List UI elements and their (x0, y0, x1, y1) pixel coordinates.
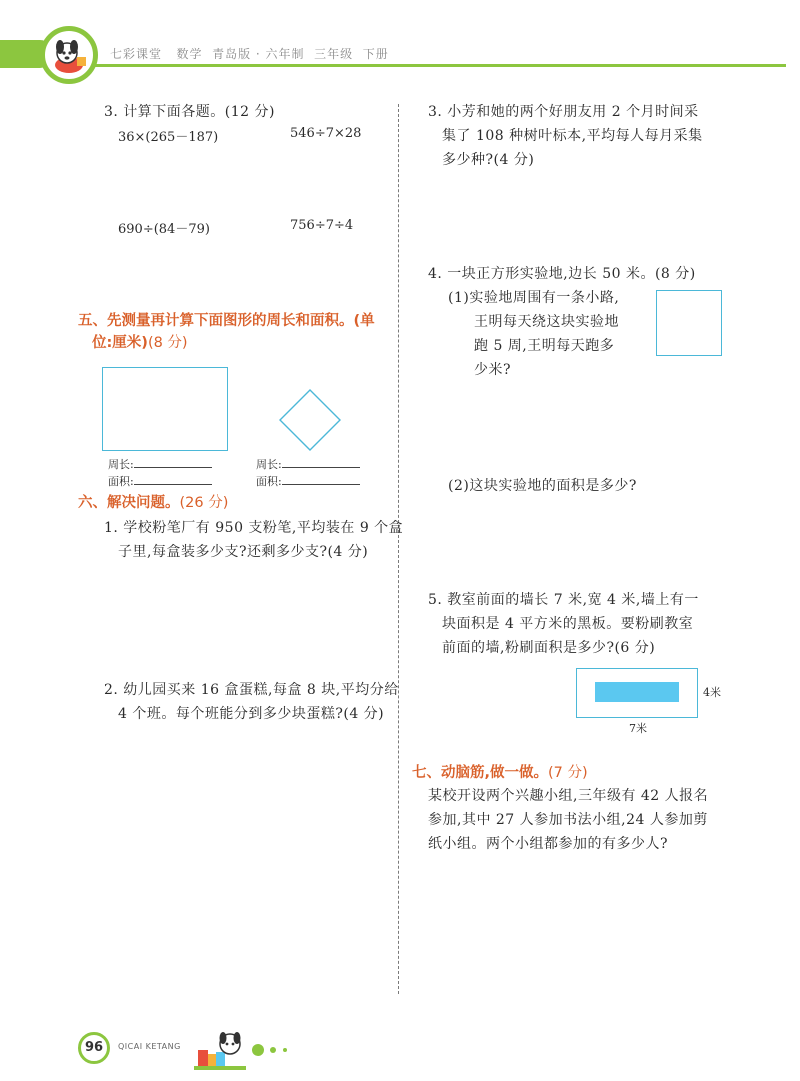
left-q6-1-line2: 子里,每盒装多少支?还剩多少支?(4 分) (118, 544, 369, 560)
blackboard (595, 682, 679, 702)
right-sec7-body (428, 784, 708, 856)
right-q5 (428, 588, 699, 660)
section-7-title (412, 762, 588, 784)
right-q4-1-line2: 王明每天绕这块实验地 (474, 314, 619, 330)
rectangle-perimeter-blank[interactable] (134, 456, 212, 468)
rectangle-area-blank[interactable] (134, 473, 212, 485)
section-5-title-line1: 五、先测量再计算下面图形的周长和面积。(单 (78, 313, 375, 329)
page-number-badge (78, 1032, 110, 1064)
right-q4-title: 4. 一块正方形实验地,边长 50 米。(8 分) (428, 266, 696, 282)
header-logo-mascot-icon (40, 26, 98, 84)
right-q5-line3: 前面的墙,粉刷面积是多少?(6 分) (442, 640, 656, 656)
rectangle-shape (102, 367, 228, 451)
right-q4-1-line4: 少米? (474, 362, 512, 378)
experiment-field-square (656, 290, 722, 356)
right-q4-2: (2)这块实验地的面积是多少? (448, 478, 637, 494)
footer-dot-large (252, 1044, 264, 1056)
square-diamond-shape (278, 388, 342, 452)
section-7-points: (7 分) (548, 765, 588, 781)
right-q4-1-line3: 跑 5 周,王明每天跑多 (474, 338, 615, 354)
right-q3 (428, 100, 703, 172)
section-5-points: (8 分) (147, 335, 188, 351)
wall-diagram (576, 668, 698, 718)
section-6-title (78, 492, 228, 514)
expression-3: 690÷(84－79) (118, 222, 210, 237)
section-6-points: (26 分) (179, 495, 229, 511)
wall-length-label: 7米 (629, 722, 647, 735)
footer-dot-medium (270, 1047, 276, 1053)
expression-4: 756÷7÷4 (290, 218, 354, 233)
left-q6-1 (104, 516, 403, 564)
footer-mascot-icon (192, 1028, 248, 1074)
right-q4-1-line1: (1)实验地周围有一条小路, (448, 290, 620, 306)
footer (0, 1026, 800, 1076)
wall-width-label: 4米 (703, 686, 721, 699)
square-area-label: 面积: (256, 475, 282, 488)
right-q4-1 (448, 286, 619, 382)
square-perimeter-label: 周长: (256, 458, 282, 471)
right-q3-line2: 集了 108 种树叶标本,平均每人每月采集 (442, 128, 703, 144)
section-6-title-text: 六、解决问题。 (78, 495, 180, 511)
rectangle-perimeter-label: 周长: (108, 458, 134, 471)
header-title: 七彩课堂 数学 青岛版 · 六年制 三年级 下册 (110, 47, 389, 61)
section-7-title-text: 七、动脑筋,做一做。 (412, 765, 549, 781)
page-number: 96 (84, 1040, 104, 1055)
rectangle-area-row (108, 473, 212, 489)
left-q3-title: 3. 计算下面各题。(12 分) (104, 104, 275, 120)
section-5-title-line2: 位:厘米) (92, 335, 148, 351)
left-q6-2-line2: 4 个班。每个班能分到多少块蛋糕?(4 分) (118, 706, 385, 722)
rectangle-area-label: 面积: (108, 475, 134, 488)
right-q5-line1: 5. 教室前面的墙长 7 米,宽 4 米,墙上有一 (428, 592, 699, 608)
rectangle-perimeter-row (108, 456, 212, 472)
right-q3-line3: 多少种?(4 分) (442, 152, 535, 168)
right-q5-line2: 块面积是 4 平方米的黑板。要粉刷教室 (442, 616, 694, 632)
footer-brand: QICAI KETANG (118, 1042, 181, 1051)
right-sec7-line2: 参加,其中 27 人参加书法小组,24 人参加剪 (428, 812, 708, 828)
right-q3-line1: 3. 小芳和她的两个好朋友用 2 个月时间采 (428, 104, 699, 120)
square-perimeter-row (256, 456, 360, 472)
right-sec7-line3: 纸小组。两个小组都参加的有多少人? (428, 836, 669, 852)
square-perimeter-blank[interactable] (282, 456, 360, 468)
expression-2: 546÷7×28 (290, 126, 362, 141)
footer-dot-small (283, 1048, 287, 1052)
left-q6-2-line1: 2. 幼儿园买来 16 盒蛋糕,每盒 8 块,平均分给 (104, 682, 399, 698)
header-bar (0, 38, 790, 72)
square-area-row (256, 473, 360, 489)
left-q6-1-line1: 1. 学校粉笔厂有 950 支粉笔,平均装在 9 个盒 (104, 520, 404, 536)
square-area-blank[interactable] (282, 473, 360, 485)
section-5-title (78, 310, 394, 354)
right-sec7-line1: 某校开设两个兴趣小组,三年级有 42 人报名 (428, 788, 709, 804)
left-q6-2 (104, 678, 399, 726)
expression-1: 36×(265－187) (118, 130, 219, 145)
header-top-line (60, 64, 786, 67)
